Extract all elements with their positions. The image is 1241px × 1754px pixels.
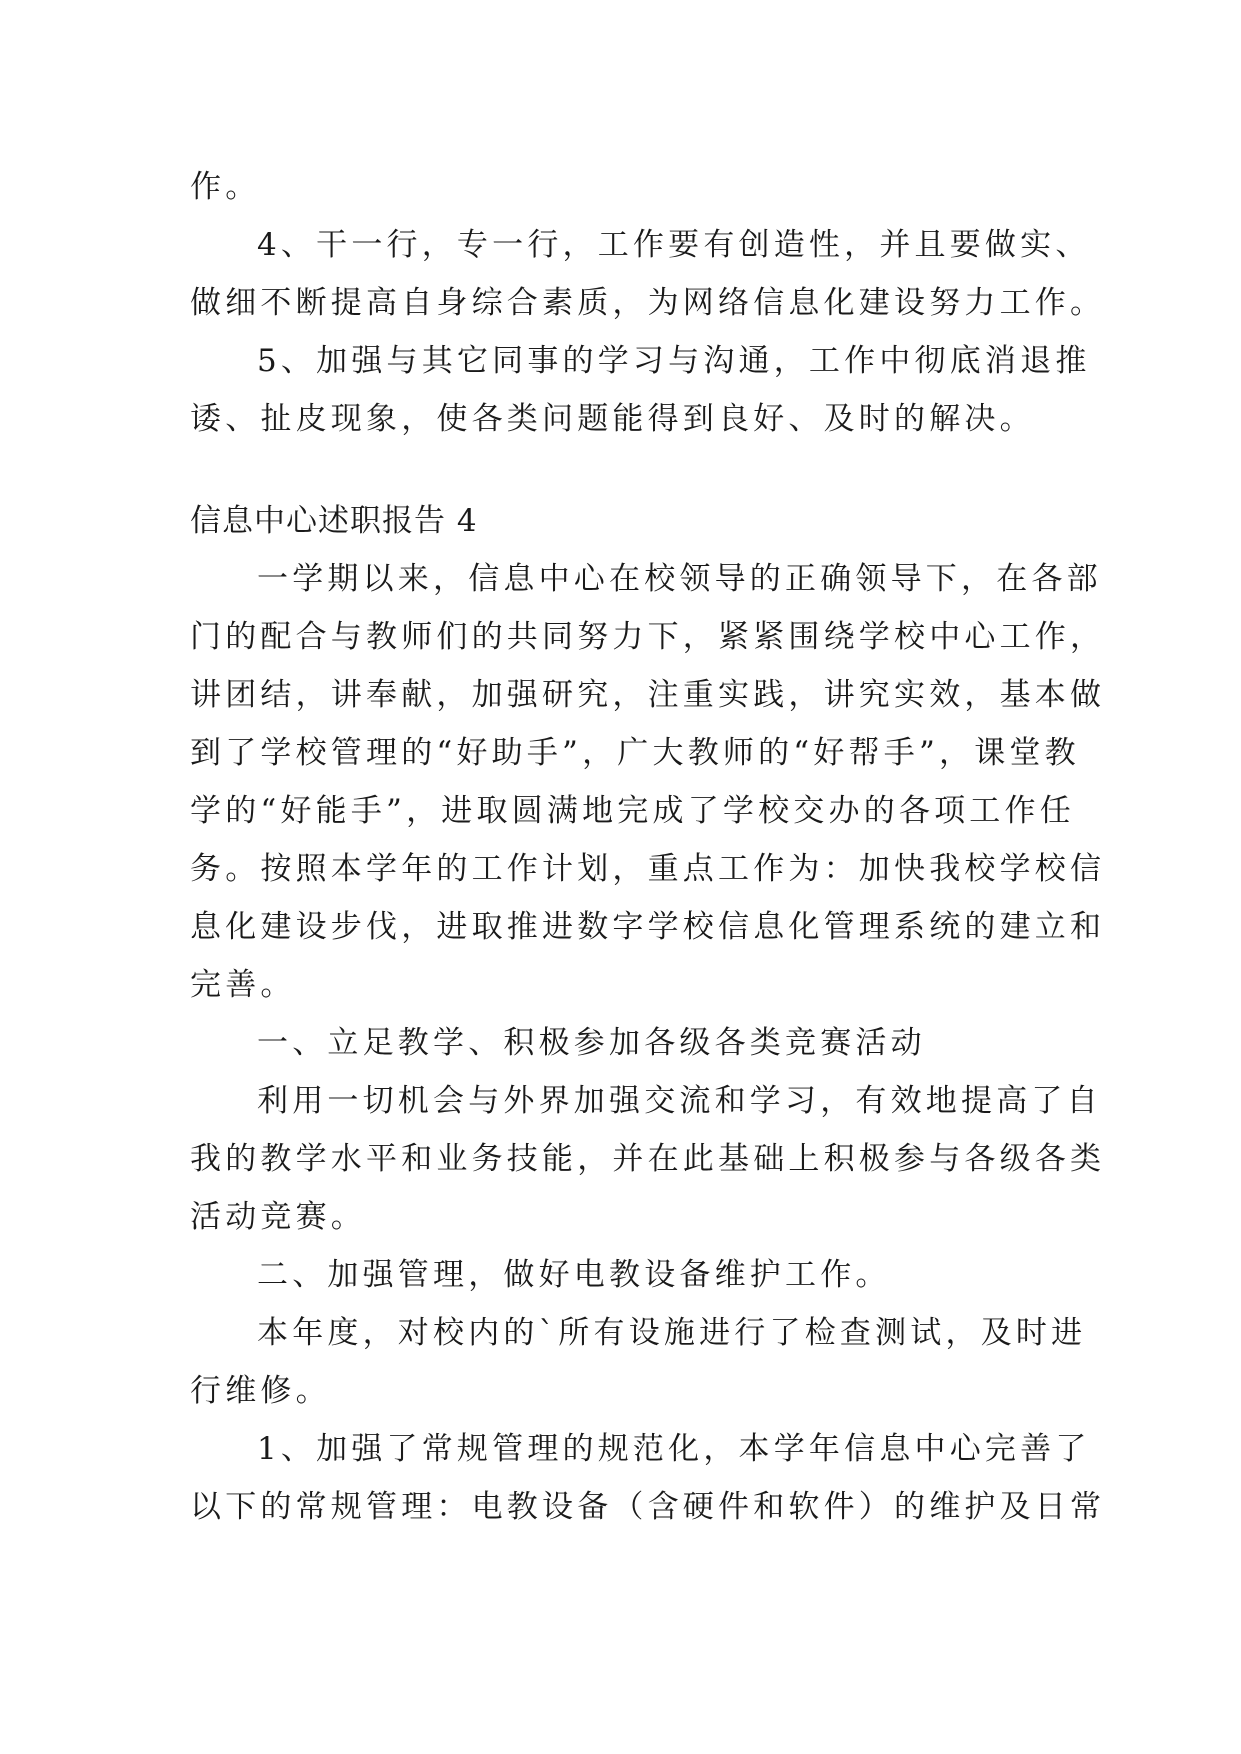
text-line: 4、干一行，专一行，工作要有创造性，并且要做实、 (257, 227, 1091, 263)
section-spacer (190, 448, 1070, 492)
paragraph-block-report-4 (190, 550, 1106, 1536)
text-line: 本年度，对校内的`所有设施进行了检查测试，及时进 (257, 1315, 1087, 1351)
document-page (190, 158, 1106, 1536)
text-line: 作。 (190, 169, 261, 205)
text-line: 学的“好能手”，进取圆满地完成了学校交办的各项工作任 (190, 793, 1075, 829)
text-line: 5、加强与其它同事的学习与沟通，工作中彻底消退推 (257, 343, 1091, 379)
text-line: 到了学校管理的“好助手”，广大教师的“好帮手”，课堂教 (190, 735, 1080, 771)
text-line: 一学期以来，信息中心在校领导的正确领导下，在各部 (257, 561, 1102, 597)
text-line: 诿、扯皮现象，使各类问题能得到良好、及时的解决。 (190, 401, 1035, 437)
text-line: 门的配合与教师们的共同努力下，紧紧围绕学校中心工作， (190, 619, 1106, 655)
text-line: 以下的常规管理：电教设备（含硬件和软件）的维护及日常 (190, 1489, 1106, 1525)
section-title: 信息中心述职报告 4 (190, 503, 478, 539)
text-line: 行维修。 (190, 1373, 331, 1409)
text-line: 利用一切机会与外界加强交流和学习，有效地提高了自 (257, 1083, 1102, 1119)
text-line: 1、加强了常规管理的规范化，本学年信息中心完善了 (257, 1431, 1091, 1467)
text-line: 活动竞赛。 (190, 1199, 366, 1235)
text-line: 一、立足教学、积极参加各级各类竞赛活动 (257, 1025, 926, 1061)
text-line: 完善。 (190, 967, 296, 1003)
text-line: 务。按照本学年的工作计划，重点工作为：加快我校学校信 (190, 851, 1106, 887)
text-line: 我的教学水平和业务技能，并在此基础上积极参与各级各类 (190, 1141, 1106, 1177)
text-line: 二、加强管理，做好电教设备维护工作。 (257, 1257, 891, 1293)
text-line: 做细不断提高自身综合素质，为网络信息化建设努力工作。 (190, 285, 1106, 321)
text-line: 讲团结，讲奉献，加强研究，注重实践，讲究实效，基本做 (190, 677, 1106, 713)
paragraph-block-previous-section (190, 158, 1106, 448)
text-line: 息化建设步伐，进取推进数字学校信息化管理系统的建立和 (190, 909, 1106, 945)
